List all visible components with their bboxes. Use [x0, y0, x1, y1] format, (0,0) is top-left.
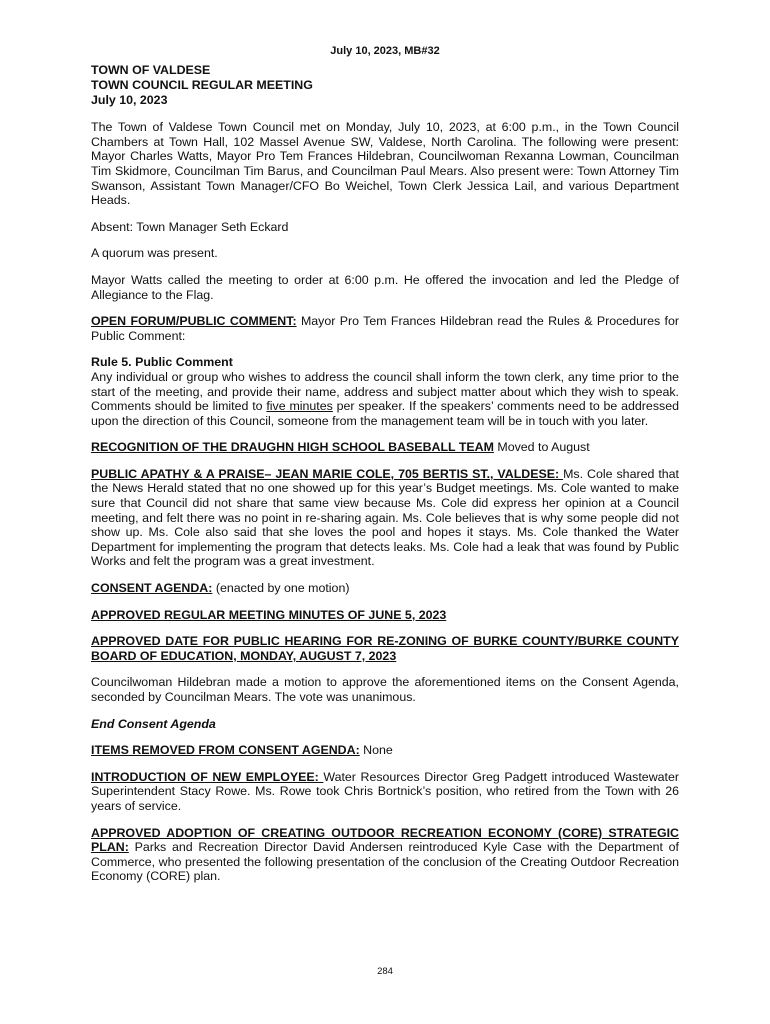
open-forum-heading: OPEN FORUM/PUBLIC COMMENT: — [91, 314, 297, 329]
open-forum-text: Mayor Pro Tem Frances Hildebran read the Rules & Procedures for Public Comment: — [91, 314, 680, 343]
rule5-paragraph — [91, 370, 679, 428]
rule5-text-a: Any individual or group who wishes to address the council shall inform the town clerk, any time prior to the start of the meeting, and provide their name, address and subject matter about which they wish to speak. Comments should be limited to — [91, 369, 679, 414]
document-page — [91, 44, 679, 884]
minutes-heading-text: APPROVED REGULAR MEETING MINUTES OF JUNE 5, 2023 — [91, 607, 447, 622]
recognition-paragraph — [91, 440, 679, 455]
end-consent-text: End Consent Agenda — [91, 716, 216, 731]
quorum-paragraph: A quorum was present. — [91, 246, 218, 261]
consent-text: (enacted by one motion) — [212, 581, 350, 596]
apathy-heading: PUBLIC APATHY & A PRAISE– JEAN MARIE COLE, 705 BERTIS ST., VALDESE: — [91, 466, 564, 481]
hearing-heading-text: APPROVED DATE FOR PUBLIC HEARING FOR RE-ZONING OF BURKE COUNTY/BURKE COUNTY BOARD OF EDUCATION, MONDAY, AUGUST 7, 2023 — [91, 634, 679, 663]
rule5-heading-text: Rule 5. Public Comment — [91, 355, 233, 370]
consent-heading: CONSENT AGENDA: — [91, 581, 213, 596]
new-employee-text: Water Resources Director Greg Padgett introduced Wastewater Superintendent Stacy Rowe. Ms. Rowe took Chris Bortnick’s position, who retired from the Town with 26 years of service. — [91, 769, 679, 813]
title-line-town: TOWN OF VALDESE — [91, 62, 211, 77]
recognition-text: Moved to August — [493, 440, 590, 455]
page-number: 284 — [377, 966, 393, 977]
core-paragraph — [91, 826, 679, 884]
end-consent-paragraph — [91, 717, 679, 732]
recognition-heading: RECOGNITION OF THE DRAUGHN HIGH SCHOOL BASEBALL TEAM — [91, 440, 494, 455]
title-line-date: July 10, 2023 — [91, 93, 168, 107]
hearing-heading — [91, 634, 679, 663]
intro-paragraph: The Town of Valdese Town Council met on Monday, July 10, 2023, at 6:00 p.m., in the Town Council Chambers at Town Hall, 102 Massel Avenue SW, Valdese, North Carolina. The following were present: Mayor Charles Watts, Mayor Pro Tem Frances Hildebran, Councilwoman Rexanna Lowman, Councilman Tim Skidmore, Councilman Tim Barus, and Councilman Paul Mears. Also present were: Town Attorney Tim Swanson, Assistant Town Manager/CFO Bo Weichel, Town Clerk Jessica Lail, and various Department Heads. — [91, 120, 679, 208]
motion-paragraph: Councilwoman Hildebran made a motion to approve the aforementioned items on the Consent Agenda, seconded by Councilman Mears. The vote was unanimous. — [91, 675, 679, 705]
removed-paragraph — [91, 743, 679, 758]
new-employee-paragraph — [91, 770, 679, 814]
document-title — [91, 63, 679, 109]
removed-heading: ITEMS REMOVED FROM CONSENT AGENDA: — [91, 743, 360, 758]
rule5-underlined: five minutes — [266, 399, 333, 414]
rule5-text-b: per speaker. If the speakers’ comments need to be addressed upon the direction of this Council, someone from the management team will be in touch with you later. — [91, 399, 679, 428]
core-text: Parks and Recreation Director David Andersen reintroduced Kyle Case with the Department of Commerce, who presented the following presentation of the conclusion of the Creating Outdoor Recreation Economy (CORE) plan. — [91, 840, 679, 884]
title-line-meeting: TOWN COUNCIL REGULAR MEETING — [91, 77, 313, 92]
rule5-heading — [91, 355, 679, 370]
new-employee-heading: INTRODUCTION OF NEW EMPLOYEE: — [91, 769, 324, 784]
apathy-paragraph — [91, 467, 679, 569]
apathy-text: Ms. Cole shared that the News Herald stated that no one showed up for this year’s Budget meetings. Ms. Cole wanted to make sure that Council did not share that same view because Ms. Cole did express her opinion at a Council meeting, and felt there was no point in re-sharing again. Ms. Cole believes that is why some people did not show up. Ms. Cole also said that she loves the pool and hopes it stays. Ms. Cole thanked the Water Department for implementing the program that detects leaks. Ms. Cole had a leak that was found by Public Works and felt the program was a great investment. — [91, 466, 679, 569]
core-heading: APPROVED ADOPTION OF CREATING OUTDOOR RECREATION ECONOMY (CORE) STRATEGIC PLAN: — [91, 825, 679, 855]
call-to-order-paragraph: Mayor Watts called the meeting to order at 6:00 p.m. He offered the invocation and led the Pledge of Allegiance to the Flag. — [91, 272, 679, 302]
page-header: July 10, 2023, MB#32 — [330, 45, 440, 57]
open-forum-paragraph — [91, 314, 679, 343]
minutes-heading — [91, 608, 679, 623]
consent-paragraph — [91, 581, 679, 596]
removed-text: None — [359, 743, 393, 758]
absent-paragraph: Absent: Town Manager Seth Eckard — [91, 219, 289, 234]
